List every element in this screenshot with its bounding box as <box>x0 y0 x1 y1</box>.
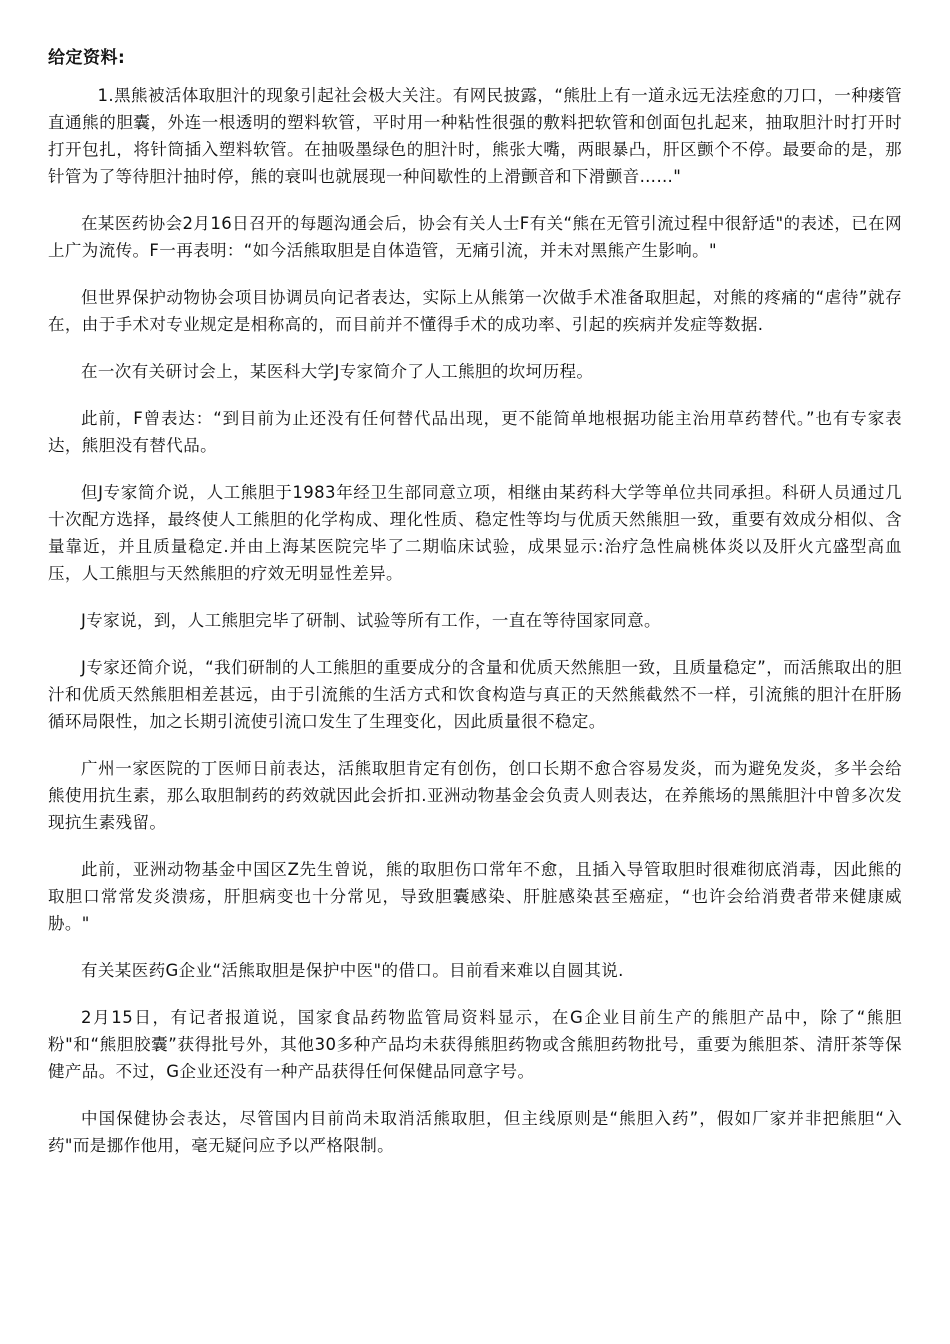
paragraph-2: 在某医药协会2月16日召开的每题沟通会后，协会有关人士F有关“熊在无管引流过程中很舒适"的表述，已在网上广为流传。F一再表明：“如今活熊取胆是自体造管，无痛引流，并未对黑熊产生影响。" <box>48 214 902 260</box>
paragraph-6: 但J专家简介说，人工熊胆于1983年经卫生部同意立项，相继由某药科大学等单位共同承担。科研人员通过几十次配方选择，最终使人工熊胆的化学构成、理化性质、稳定性等均与优质天然熊胆一致，重要有效成分相似、含量靠近，并且质量稳定.并由上海某医院完毕了二期临床试验，成果显示:治疗急性扁桃体炎以及肝火亢盛型高血压，人工熊胆与天然熊胆的疗效无明显性差异。 <box>48 483 902 583</box>
paragraph-9: 广州一家医院的丁医师日前表达，活熊取胆肯定有创伤，创口长期不愈合容易发炎，而为避免发炎，多半会给熊使用抗生素，那么取胆制药的药效就因此会折扣.亚洲动物基金会负责人则表达，在养熊场的黑熊胆汁中曾多次发现抗生素残留。 <box>48 759 902 832</box>
paragraph-13: 中国保健协会表达，尽管国内目前尚未取消活熊取胆，但主线原则是“熊胆入药”，假如厂家并非把熊胆“入药"而是挪作他用，毫无疑问应予以严格限制。 <box>48 1109 902 1155</box>
paragraph-3: 但世界保护动物协会项目协调员向记者表达，实际上从熊第一次做手术准备取胆起，对熊的疼痛的“虐待”就存在，由于手术对专业规定是相称高的，而目前并不懂得手术的成功率、引起的疾病并发症等数据. <box>48 288 902 334</box>
document-heading: 给定资料: <box>48 48 126 68</box>
paragraph-10: 此前，亚洲动物基金中国区Z先生曾说，熊的取胆伤口常年不愈，且插入导管取胆时很难彻底消毒，因此熊的取胆口常常发炎溃疡，肝胆病变也十分常见，导致胆囊感染、肝脏感染甚至癌症，“也许会给消费者带来健康威胁。" <box>48 860 902 933</box>
paragraph-4: 在一次有关研讨会上，某医科大学J专家简介了人工熊胆的坎坷历程。 <box>81 362 594 381</box>
paragraph-7: J专家说，到，人工熊胆完毕了研制、试验等所有工作，一直在等待国家同意。 <box>81 611 661 630</box>
paragraph-1: 1.黑熊被活体取胆汁的现象引起社会极大关注。有网民披露，“熊肚上有一道永远无法痊愈的刀口，一种瘘管直通熊的胆囊，外连一根透明的塑料软管，平时用一种粘性很强的敷料把软管和创面包扎起来，抽取胆汁时打开时打开包扎，将针筒插入塑料软管。在抽吸墨绿色的胆汁时，熊张大嘴，两眼暴凸，肝区颤个不停。最要命的是，那针管为了等待胆汁抽时停，熊的衰叫也就展现一种间歇性的上滑颤音和下滑颤音……" <box>48 86 902 186</box>
paragraph-11: 有关某医药G企业“活熊取胆是保护中医"的借口。目前看来难以自圆其说. <box>81 961 624 980</box>
paragraph-8: J专家还简介说，“我们研制的人工熊胆的重要成分的含量和优质天然熊胆一致，且质量稳定”，而活熊取出的胆汁和优质天然熊胆相差甚远，由于引流熊的生活方式和饮食构造与真正的天然熊截然不一样，引流熊的胆汁在肝肠循环局限性，加之长期引流使引流口发生了生理变化，因此质量很不稳定。 <box>48 658 902 731</box>
paragraph-12: 2月15日，有记者报道说，国家食品药物监管局资料显示，在G企业目前生产的熊胆产品中，除了“熊胆粉"和“熊胆胶囊”获得批号外，其他30多种产品均未获得熊胆药物或含熊胆药物批号，重要为熊胆茶、清肝茶等保健产品。不过，G企业还没有一种产品获得任何保健品同意字号。 <box>48 1008 902 1081</box>
paragraph-5: 此前，F曾表达：“到目前为止还没有任何替代品出现，更不能简单地根据功能主治用草药替代。”也有专家表达，熊胆没有替代品。 <box>48 409 902 455</box>
